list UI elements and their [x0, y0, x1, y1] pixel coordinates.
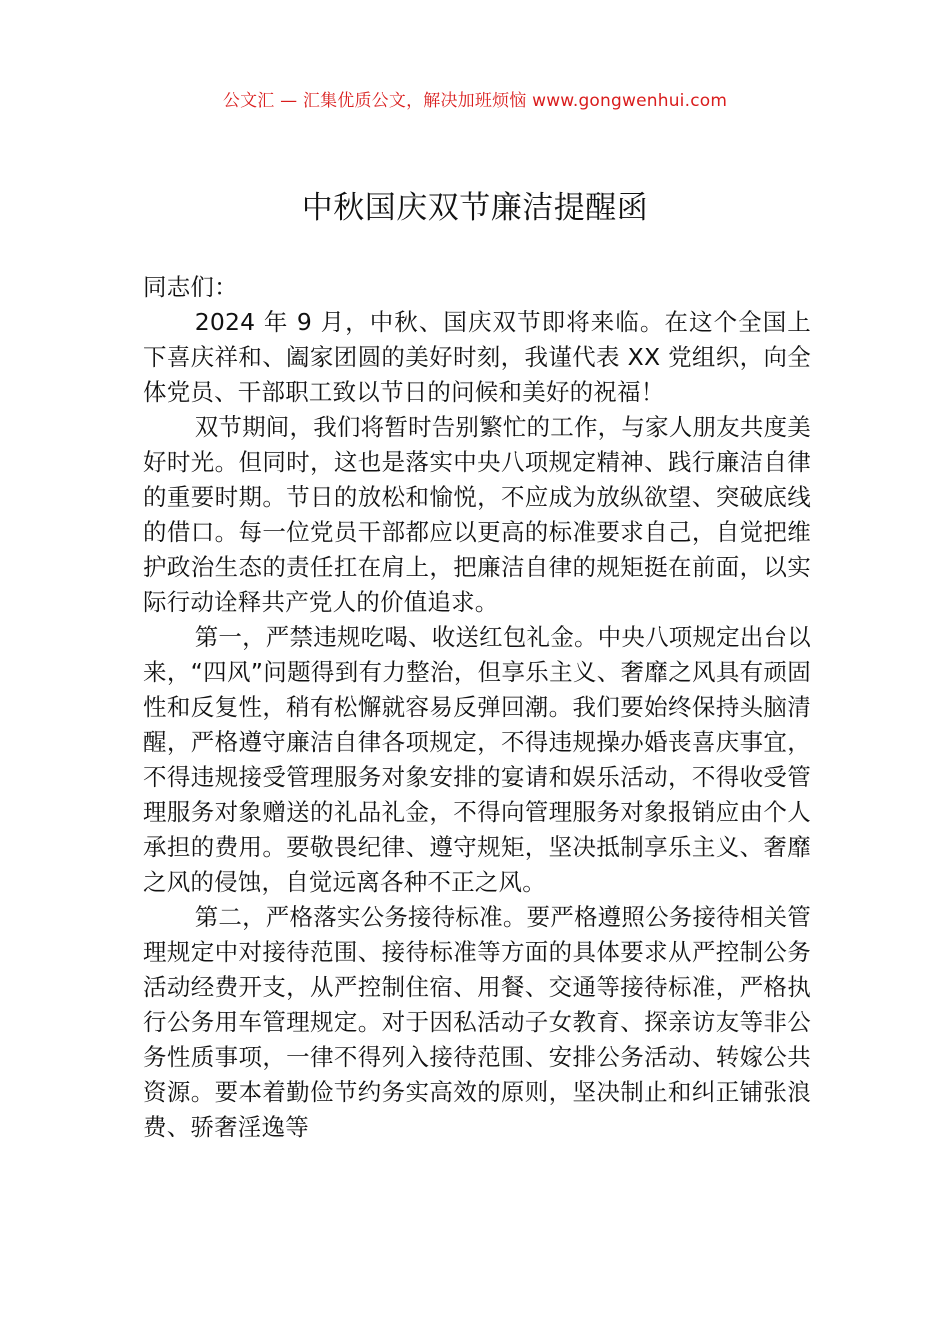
- paragraph-1: 2024 年 9 月，中秋、国庆双节即将来临。在这个全国上下喜庆祥和、阖家团圆的美好时刻，我谨代表 XX 党组织，向全体党员、干部职工致以节日的问候和美好的祝福！: [143, 308, 811, 406]
- paragraph-3: 第一，严禁违规吃喝、收送红包礼金。中央八项规定出台以来，“四风”问题得到有力整治，但享乐主义、奢靡之风具有顽固性和反复性，稍有松懈就容易反弹回潮。我们要始终保持头脑清醒，严格遵守廉洁自律各项规定，不得违规操办婚丧喜庆事宜，不得违规接受管理服务对象安排的宴请和娱乐活动，不得收受管理服务对象赠送的礼品礼金，不得向管理服务对象报销应由个人承担的费用。要敬畏纪律、遵守规矩，坚决抵制享乐主义、奢靡之风的侵蚀，自觉远离各种不正之风。: [143, 623, 811, 896]
- document-title: 中秋国庆双节廉洁提醒函: [301, 190, 649, 226]
- document-body: [143, 270, 811, 1145]
- site-banner: 公文汇 — 汇集优质公文，解决加班烦恼 www.gongwenhui.com: [222, 91, 728, 111]
- paragraph-4: 第二，严格落实公务接待标准。要严格遵照公务接待相关管理规定中对接待范围、接待标准等方面的具体要求从严控制公务活动经费开支，从严控制住宿、用餐、交通等接待标准，严格执行公务用车管理规定。对于因私活动子女教育、探亲访友等非公务性质事项，一律不得列入接待范围、安排公务活动、转嫁公共资源。要本着勤俭节约务实高效的原则，坚决制止和纠正铺张浪费、骄奢淫逸等: [143, 903, 811, 1141]
- salutation: 同志们：: [143, 273, 238, 301]
- paragraph-2: 双节期间，我们将暂时告别繁忙的工作，与家人朋友共度美好时光。但同时，这也是落实中央八项规定精神、践行廉洁自律的重要时期。节日的放松和愉悦，不应成为放纵欲望、突破底线的借口。每一位党员干部都应以更高的标准要求自己，自觉把维护政治生态的责任扛在肩上，把廉洁自律的规矩挺在前面，以实际行动诠释共产党人的价值追求。: [143, 413, 811, 616]
